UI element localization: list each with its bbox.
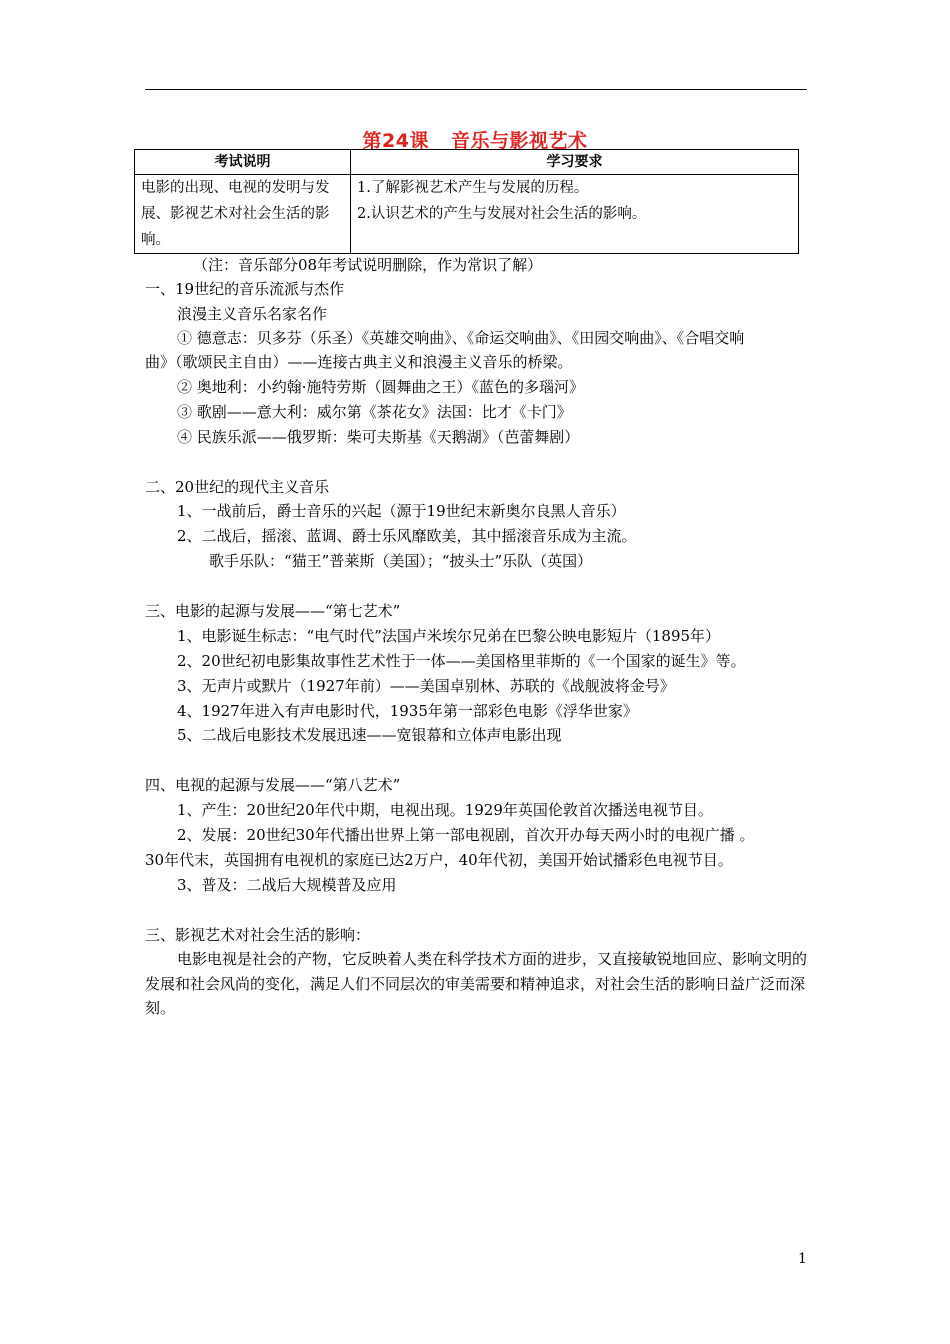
title-topic: 音乐与影视艺术	[450, 130, 588, 152]
list-item: 2、20世纪初电影集故事性艺术性于一体——美国格里菲斯的《一个国家的诞生》等。	[177, 652, 746, 670]
section-heading: 二、20世纪的现代主义音乐	[145, 478, 330, 496]
title-lesson: 第24课	[362, 130, 429, 152]
note: （注：音乐部分08年考试说明删除，作为常识了解）	[193, 256, 543, 274]
learning-req-cell	[351, 175, 799, 254]
requirements-table	[134, 149, 799, 254]
list-item: ① 德意志：贝多芬（乐圣）《英雄交响曲》、《命运交响曲》、《田园交响曲》、《合唱交响	[177, 329, 745, 347]
header-rule	[145, 89, 807, 90]
list-item: 1、一战前后，爵士音乐的兴起（源于19世纪末新奥尔良黑人音乐）	[177, 502, 626, 520]
list-item: ④ 民族乐派——俄罗斯：柴可夫斯基《天鹅湖》（芭蕾舞剧）	[177, 428, 580, 446]
list-item-continued: 曲》（歌颂民主自由）——连接古典主义和浪漫主义音乐的桥梁。	[145, 353, 573, 371]
list-item: 1、电影诞生标志：“电气时代”法国卢米埃尔兄弟在巴黎公映电影短片（1895年）	[177, 627, 721, 645]
list-item: 4、1927年进入有声电影时代，1935年第一部彩色电影《浮华世家》	[177, 702, 638, 720]
list-item: 2、发展：20世纪30年代播出世界上第一部电视剧，首次开办每天两小时的电视广播 。	[177, 826, 755, 844]
list-item: ③ 歌剧——意大利：威尔第《茶花女》法国：比才《卡门》	[177, 403, 572, 421]
list-item-continued: 30年代末，英国拥有电视机的家庭已达2万户，40年代初，美国开始试播彩色电视节目。	[145, 851, 733, 869]
list-item: 3、普及：二战后大规模普及应用	[177, 876, 397, 894]
list-item: ② 奥地利：小约翰·施特劳斯（圆舞曲之王）《蓝色的多瑙河》	[177, 378, 585, 396]
subheading: 浪漫主义音乐名家名作	[177, 305, 328, 323]
learning-req-header: 学习要求	[351, 150, 799, 175]
list-item: 2、二战后，摇滚、蓝调、爵士乐风靡欧美，其中摇滚音乐成为主流。	[177, 527, 637, 545]
section-heading: 三、电影的起源与发展——“第七艺术”	[145, 602, 401, 620]
list-item: 5、二战后电影技术发展迅速——宽银幕和立体声电影出现	[177, 726, 562, 744]
page-number: 1	[798, 1251, 807, 1267]
list-item: 歌手乐队：“猫王”普莱斯（美国）；“披头士”乐队（英国）	[209, 552, 593, 570]
requirement-item: 1.了解影视艺术产生与发展的历程。	[357, 180, 589, 196]
paragraph: 电影电视是社会的产物，它反映着人类在科学技术方面的进步，又直接敏锐地回应、影响文明的发展和社会风尚的变化，满足人们不同层次的审美需要和精神追求，对社会生活的影响日益广泛而深刻。	[145, 950, 808, 1017]
list-item: 3、无声片或默片（1927年前）——美国卓别林、苏联的《战舰波将金号》	[177, 677, 675, 695]
section-heading: 一、19世纪的音乐流派与杰作	[145, 280, 345, 298]
exam-desc-header: 考试说明	[135, 150, 351, 175]
section-heading: 三、影视艺术对社会生活的影响：	[145, 926, 371, 944]
exam-desc-cell	[135, 175, 351, 254]
list-item: 1、产生：20世纪20年代中期，电视出现。1929年英国伦敦首次播送电视节目。	[177, 801, 713, 819]
requirement-item: 2.认识艺术的产生与发展对社会生活的影响。	[357, 206, 647, 222]
section-heading: 四、电视的起源与发展——“第八艺术”	[145, 776, 401, 794]
exam-desc-text: 电影的出现、电视的发明与发展、影视艺术对社会生活的影响。	[141, 180, 330, 248]
